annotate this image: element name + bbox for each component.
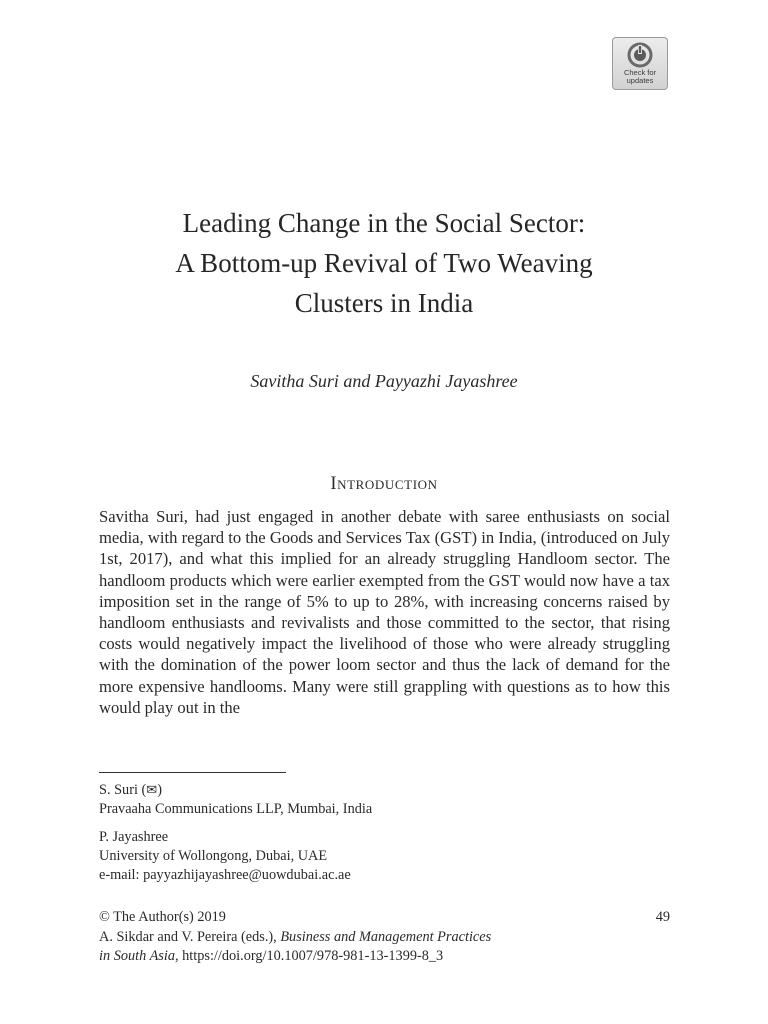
author2-name: P. Jayashree (99, 829, 169, 845)
title-line-2: A Bottom-up Revival of Two Weaving (175, 248, 593, 278)
badge-label: Check for updates (623, 68, 657, 85)
title-line-3: Clusters in India (294, 288, 474, 318)
author1-footnote (99, 780, 372, 819)
envelope-icon[interactable]: ✉ (146, 782, 158, 797)
author1-name: S. Suri ( (99, 782, 147, 798)
title-line-1: Leading Change in the Social Sector: (182, 208, 586, 238)
copyright-notice: © The Author(s) 2019 (99, 909, 226, 925)
section-heading: Introduction (330, 474, 438, 494)
check-for-updates-icon (627, 42, 653, 68)
author-names: Savitha Suri and Payyazhi Jayashree (250, 371, 518, 391)
author1-affiliation: Pravaaha Communications LLP, Mumbai, India (99, 801, 373, 817)
author2-email[interactable]: e-mail: payyazhijayashree@uowdubai.ac.ae (99, 867, 351, 883)
body-paragraph: Savitha Suri, had just engaged in another debate with saree enthusiasts on social media, with regard to the Goods and Services Tax (GST) in India, (introduced on July 1st, 2017), and what this implied for an already struggling Handloom sector. The handloom products which were earlier exempted from the GST would now have a tax imposition set in the range of 5% to up to 28%, with increasing concerns raised by handloom enthusiasts and revivalists and those committed to the sector, that rising costs would negatively impact the livelihood of those who were already struggling with the domination of the power loom sector and thus the lack of demand for the more expensive handlooms. Many were still grappling with questions as to how this would play out in the (99, 507, 670, 717)
page-footer (99, 908, 670, 967)
check-for-updates-badge[interactable] (612, 37, 668, 90)
book-title-part-2: in South Asia (99, 948, 175, 964)
page-number: 49 (655, 909, 670, 925)
author2-affiliation: University of Wollongong, Dubai, UAE (99, 848, 328, 864)
footnote-divider (99, 772, 286, 773)
author2-footnote (99, 828, 351, 885)
book-title-part-1: Business and Management Practices (280, 928, 492, 945)
doi-link[interactable]: , https://doi.org/10.1007/978-981-13-1399-8_3 (175, 948, 444, 964)
citation-prefix: A. Sikdar and V. Pereira (eds.), (99, 928, 281, 945)
chapter-title (0, 203, 768, 323)
author1-close: ) (157, 782, 162, 798)
